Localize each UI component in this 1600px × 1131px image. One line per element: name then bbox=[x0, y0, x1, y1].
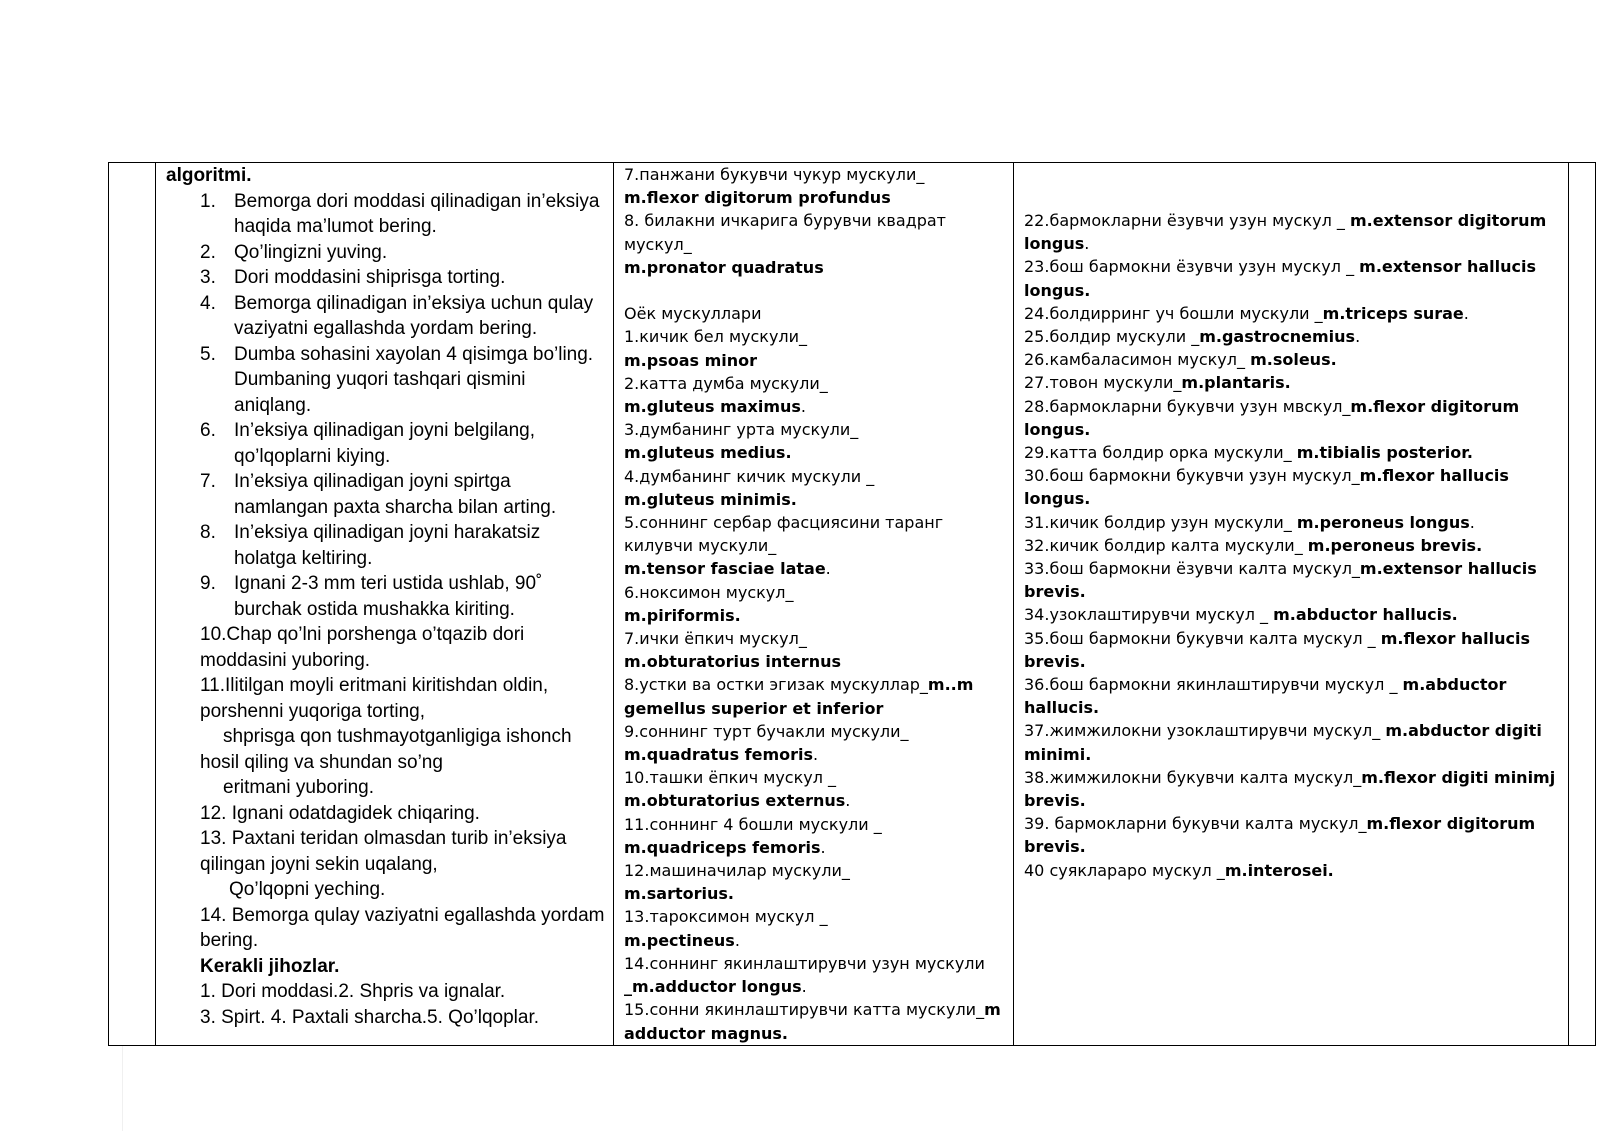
muscle-item: 31.кичик болдир узун мускули_ m.peroneus longus. bbox=[1024, 512, 1475, 532]
muscle-item: 4.думбанинг кичик мускули _ m.gluteus minimis. bbox=[624, 466, 875, 509]
empty-right-cell bbox=[1569, 163, 1596, 1046]
muscle-item: 24.болдирринг уч бошли мускули _m.triceps surae. bbox=[1024, 303, 1469, 323]
muscle-item: 26.камбаласимон мускул_ m.soleus. bbox=[1024, 350, 1337, 370]
list-item: 3. Dori moddasini shiprisga torting. bbox=[200, 267, 506, 288]
muscle-item: 2.катта думба мускули_ m.gluteus maximus. bbox=[624, 373, 828, 417]
equipment-line-1: 1. Dori moddasi.2. Shpris va ignalar. bbox=[200, 981, 506, 1002]
muscle-item: 3.думбанинг урта мускули_ m.gluteus medius. bbox=[624, 420, 859, 463]
step-11-end: eritmani yuboring. bbox=[223, 777, 375, 798]
muscle-item: 11.соннинг 4 бошли мускули _ m.quadriceps femoris. bbox=[624, 814, 882, 857]
muscle-item: 29.катта болдир орка мускули_ m.tibialis posterior. bbox=[1024, 443, 1473, 463]
muscle-item: 7.панжани букувчи чукур мускули_ m.flexor digitorum profundus bbox=[624, 165, 925, 208]
content-table bbox=[108, 162, 1596, 1046]
algorithm-heading: algoritmi. bbox=[166, 165, 252, 186]
muscle-item: 34.узоклаштирувчи мускул _ m.abductor hallucis. bbox=[1024, 605, 1458, 625]
step-14: 14. Bemorga qulay vaziyatni egallashda yordam bering. bbox=[200, 904, 605, 951]
muscle-item: 12.машиначилар мускули_ m.sartorius. bbox=[624, 861, 850, 904]
page-fold-line bbox=[122, 1046, 123, 1131]
step-13-end: Qo’lqopni yeching. bbox=[229, 879, 386, 900]
muscle-item: 30.бош бармокни букувчи узун мускул_m.flexor hallucis longus. bbox=[1024, 466, 1509, 509]
step-10: 10.Chap qo’lni porshenga o’tqazib dori moddasini yuboring. bbox=[200, 624, 525, 671]
list-item: 2. Qo’lingizni yuving. bbox=[200, 241, 388, 263]
step-11-continued: shprisga qon tushmayotganligiga ishonch hosil qiling va shundan so’ng bbox=[200, 726, 572, 773]
muscle-item: 23.бош бармокни ёзувчи узун мускул _ m.extensor hallucis longus. bbox=[1024, 257, 1536, 300]
list-item: 8. In’eksiya qilinadigan joyni harakatsiz holatga keltiring. bbox=[200, 522, 541, 569]
muscle-item: 5.соннинг сербар фасциясини таранг килувчи мускули_ m.tensor fasciae latae. bbox=[624, 513, 944, 579]
muscle-item: 1.кичик бел мускули_ m.psoas minor bbox=[624, 327, 808, 370]
equipment-line-2: 3. Spirt. 4. Paxtali sharcha.5. Qo’lqoplar. bbox=[200, 1006, 540, 1028]
muscle-item: 27.товон мускули_m.plantaris. bbox=[1024, 373, 1291, 393]
table-row bbox=[109, 163, 1596, 1046]
muscle-item: 8.устки ва остки эгизак мускуллар_m..m gemellus superior et inferior bbox=[624, 675, 974, 718]
muscle-item: 15.сонни якинлаштирувчи катта мускули_m adductor magnus. bbox=[624, 1000, 1001, 1043]
foot-muscles-cell bbox=[1014, 163, 1569, 1046]
muscle-item: 10.ташки ёпкич мускул _ m.obturatorius externus. bbox=[624, 768, 851, 811]
step-13: 13. Paxtani teridan olmasdan turib in’eksiya qilingan joyni sekin uqalang, bbox=[200, 828, 567, 875]
muscle-item: 22.бармокларни ёзувчи узун мускул _ m.extensor digitorum longus. bbox=[1024, 211, 1547, 254]
muscle-item: 9.соннинг турт бучакли мускули_ m.quadratus femoris. bbox=[624, 721, 909, 765]
muscle-item: 7.ички ёпкич мускул_ m.obturatorius internus bbox=[624, 629, 841, 672]
muscle-item: 8. билакни ичкарига бурувчи квадрат мускул_ m.pronator quadratus bbox=[624, 211, 946, 277]
muscle-item: 40 суяклараро мускул _m.interosei. bbox=[1024, 860, 1334, 880]
muscle-item: 37.жимжилокни узоклаштирувчи мускул_ m.abductor digiti minimi. bbox=[1024, 721, 1542, 764]
section-title: Оёк мускуллари bbox=[624, 304, 762, 324]
list-item: 6. In’eksiya qilinadigan joyni belgilang, qo’lqoplarni kiying. bbox=[200, 420, 536, 467]
empty-left-cell bbox=[109, 163, 156, 1046]
muscle-item: 13.тароксимон мускул _ m.pectineus. bbox=[624, 907, 828, 950]
injection-algorithm-cell bbox=[156, 163, 614, 1046]
leg-muscles-cell bbox=[614, 163, 1014, 1046]
muscle-item: 14.соннинг якинлаштирувчи узун мускули _m.adductor longus. bbox=[624, 953, 985, 997]
muscle-item: 35.бош бармокни букувчи калта мускул _ m.flexor hallucis brevis. bbox=[1024, 628, 1531, 671]
step-11: 11.Ilitilgan moyli eritmani kiritishdan oldin, porshenni yuqoriga torting, bbox=[200, 675, 549, 722]
muscle-item: 39. бармокларни букувчи калта мускул_m.flexor digitorum brevis. bbox=[1024, 814, 1536, 857]
muscle-item: 25.болдир мускули _m.gastrocnemius. bbox=[1024, 327, 1361, 347]
list-item: 4. Bemorga qilinadigan in’eksiya uchun qulay vaziyatni egallashda yordam bering. bbox=[200, 292, 594, 339]
step-12: 12. Ignani odatdagidek chiqaring. bbox=[200, 802, 480, 824]
muscle-item: 6.ноксимон мускул_ m.piriformis. bbox=[624, 582, 794, 625]
list-item: 7. In’eksiya qilinadigan joyni spirtga namlangan paxta sharcha bilan arting. bbox=[200, 471, 557, 518]
list-item: 1. Bemorga dori moddasi qilinadigan in’eksiya haqida ma’lumot bering. bbox=[200, 190, 600, 237]
muscle-item: 28.бармокларни букувчи узун мвскул_m.flexor digitorum longus. bbox=[1024, 396, 1520, 439]
steps-list bbox=[166, 189, 607, 623]
muscle-item: 32.кичик болдир калта мускули_ m.peroneus brevis. bbox=[1024, 535, 1483, 555]
muscle-item: 33.бош бармокни ёзувчи калта мускул_m.extensor hallucis brevis. bbox=[1024, 559, 1537, 602]
equipment-heading: Kerakli jihozlar. bbox=[200, 955, 340, 977]
muscle-item: 38.жимжилокни букувчи калта мускул_m.flexor digiti minimj brevis. bbox=[1024, 767, 1556, 811]
list-item: 9. Ignani 2-3 mm teri ustida ushlab, 90˚ burchak ostida mushakka kiriting. bbox=[200, 573, 543, 620]
list-item: 5. Dumba sohasini xayolan 4 qisimga bo’ling. Dumbaning yuqori tashqari qismini aniqlang. bbox=[200, 343, 594, 416]
muscle-item: 36.бош бармокни якинлаштирувчи мускул _ m.abductor hallucis. bbox=[1024, 675, 1507, 718]
